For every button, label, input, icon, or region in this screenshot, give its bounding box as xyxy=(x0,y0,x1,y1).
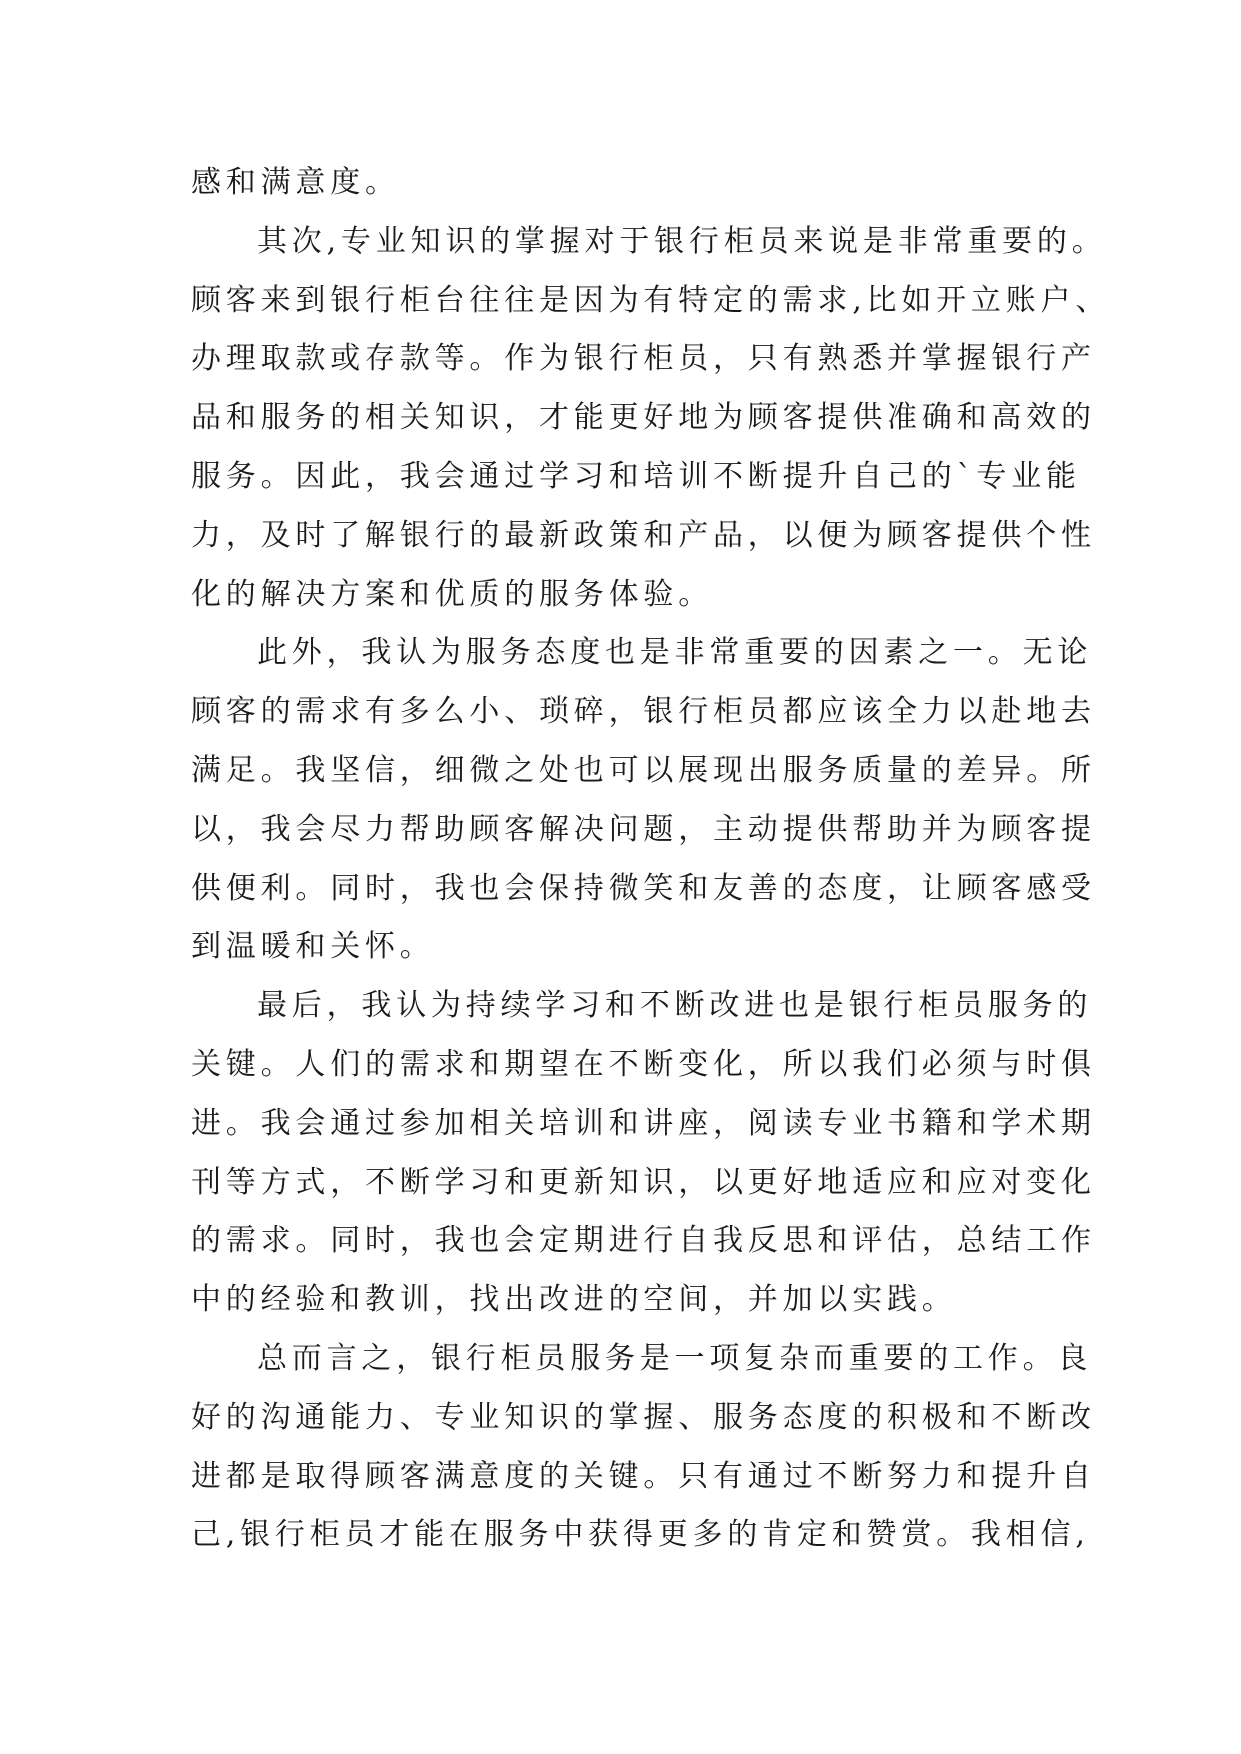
text-line: 顾客的需求有多么小、琐碎，银行柜员都应该全力以赴地去 xyxy=(191,694,1096,730)
text-line: 关键。人们的需求和期望在不断变化，所以我们必须与时俱 xyxy=(191,1046,1096,1082)
text-line: 化的解决方案和优质的服务体验。 xyxy=(191,576,713,612)
text-line: 进。我会通过参加相关培训和讲座，阅读专业书籍和学术期 xyxy=(191,1105,1096,1141)
text-line: 己,银行柜员才能在服务中获得更多的肯定和赞赏。我相信, xyxy=(191,1517,1090,1553)
paragraph-start-line: 此外，我认为服务态度也是非常重要的因素之一。无论 xyxy=(257,635,1093,671)
text-line: 中的经验和教训，找出改进的空间，并加以实践。 xyxy=(191,1282,957,1318)
text-line: 服务。因此，我会通过学习和培训不断提升自己的`专业能 xyxy=(191,458,1081,494)
text-line: 刊等方式，不断学习和更新知识，以更好地适应和应对变化 xyxy=(191,1164,1096,1200)
text-line: 力，及时了解银行的最新政策和产品，以便为顾客提供个性 xyxy=(191,517,1096,553)
text-line: 以，我会尽力帮助顾客解决问题，主动提供帮助并为顾客提 xyxy=(191,811,1096,847)
paragraph-start-line: 最后，我认为持续学习和不断改进也是银行柜员服务的 xyxy=(257,988,1093,1024)
text-line: 到温暖和关怀。 xyxy=(191,929,435,965)
text-line: 的需求。同时，我也会定期进行自我反思和评估，总结工作 xyxy=(191,1223,1096,1259)
paragraph-start-line: 总而言之，银行柜员服务是一项复杂而重要的工作。良 xyxy=(257,1340,1093,1376)
text-line: 满足。我坚信，细微之处也可以展现出服务质量的差异。所 xyxy=(191,752,1096,788)
paragraph-start-line: 其次,专业知识的掌握对于银行柜员来说是非常重要的。 xyxy=(257,223,1107,259)
text-line: 办理取款或存款等。作为银行柜员，只有熟悉并掌握银行产 xyxy=(191,341,1096,377)
body-text xyxy=(191,154,1111,1565)
text-line: 感和满意度。 xyxy=(191,165,400,200)
text-line: 好的沟通能力、专业知识的掌握、服务态度的积极和不断改 xyxy=(191,1399,1096,1435)
text-line: 顾客来到银行柜台往往是因为有特定的需求,比如开立账户、 xyxy=(191,282,1111,318)
text-line: 品和服务的相关知识，才能更好地为顾客提供准确和高效的 xyxy=(191,400,1096,436)
text-line: 进都是取得顾客满意度的关键。只有通过不断努力和提升自 xyxy=(191,1458,1096,1494)
text-line: 供便利。同时，我也会保持微笑和友善的态度，让顾客感受 xyxy=(191,870,1096,906)
